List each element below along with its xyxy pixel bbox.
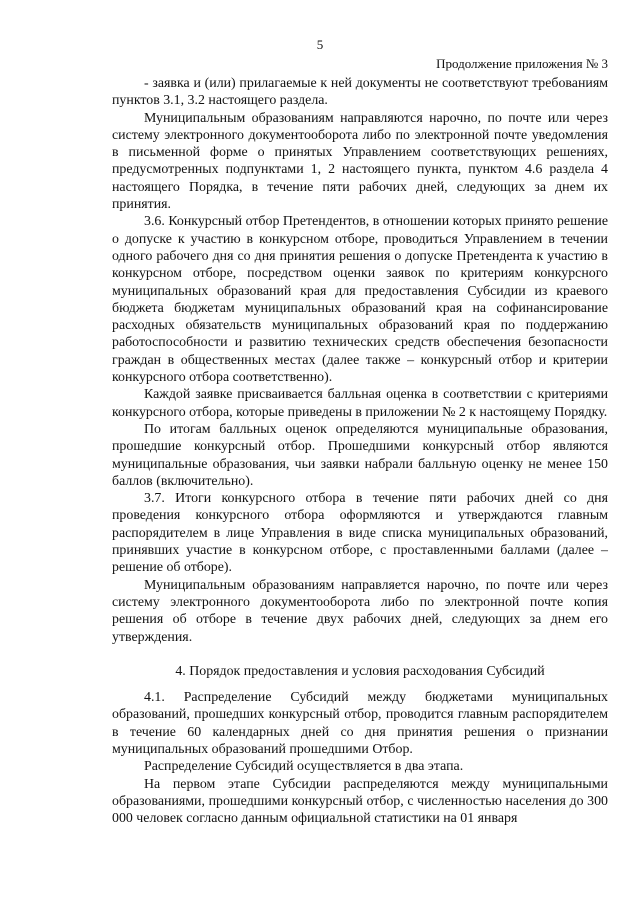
- appendix-continuation-header: Продолжение приложения № 3: [436, 56, 608, 71]
- paragraph: 3.7. Итоги конкурсного отбора в течение пяти рабочих дней со дня проведения конкурсного отбора оформляются и утверждаются главным распорядителем в лице Управления в виде списка муниципальных образований, принявших участие в конкурсном отборе, с проставленными баллами (далее – решение об отборе).: [112, 491, 608, 576]
- paragraph: Распределение Субсидий осуществляется в два этапа.: [144, 759, 464, 775]
- paragraph: 4.1. Распределение Субсидий между бюджетами муниципальных образований, прошедших конкурсный отбор, проводится главным распорядителем в течение 60 календарных дней со дня принятия решения о признании муниципальных образований прошедшими Отбор.: [112, 690, 608, 757]
- page-number: 5: [316, 37, 324, 52]
- paragraph: Муниципальным образованиям направляется нарочно, по почте или через систему электронного документооборота либо по электронной почте копия решения об отборе в течение двух рабочих дней, следующих за днем его утверждения.: [112, 577, 608, 645]
- paragraph: По итогам балльных оценок определяются муниципальные образования, прошедшие конкурсный отбор. Прошедшими конкурсный отбор являются муниципальные образования, чьи заявки набрали балльную оценку не менее 150 баллов (включительно).: [112, 421, 608, 489]
- document-body: [112, 75, 608, 827]
- paragraph: На первом этапе Субсидии распределяются между муниципальными образованиями, прошедшими конкурсный отбор, с численностью населения до 300 000 человек согласно данным официальной статистики на 01 января: [112, 776, 608, 827]
- paragraph: Каждой заявке присваивается балльная оценка в соответствии с критериями конкурсного отбора, которые приведены в приложении № 2 к настоящему Порядку.: [112, 387, 608, 420]
- paragraph: - заявка и (или) прилагаемые к ней документы не соответствуют требованиям пунктов 3.1, 3.2 настоящего раздела.: [112, 76, 608, 109]
- paragraph: 3.6. Конкурсный отбор Претендентов, в отношении которых принято решение о допуске к участию в конкурсном отборе, проводиться Управлением в течении одного рабочего дня со дня принятия решения о допуске Претендента к участию в конкурсном отборе, посредством оценки заявок по критериям конкурсного муниципальных образований края для предоставления Субсидии из краевого бюджета бюджетам муниципальных образований края на софинансирование расходных обязательств муниципальных образований края по поддержанию работоспособности и развитию технических средств обеспечения безопасности граждан в общественных местах (далее также – конкурсный отбор и критерии конкурсного отбора соответственно).: [112, 214, 608, 386]
- paragraph: Муниципальным образованиям направляются нарочно, по почте или через систему электронного документооборота либо по электронной почте уведомления в письменной форме о принятых Управлением соответствующих решениях, предусмотренных подпунктами 1, 2 настоящего пункта, пунктом 4.6 раздела 4 настоящего Порядка, в течение пяти рабочих дней, следующих за днем их принятия.: [112, 110, 608, 213]
- section-title: 4. Порядок предоставления и условия расходования Субсидий: [175, 663, 545, 679]
